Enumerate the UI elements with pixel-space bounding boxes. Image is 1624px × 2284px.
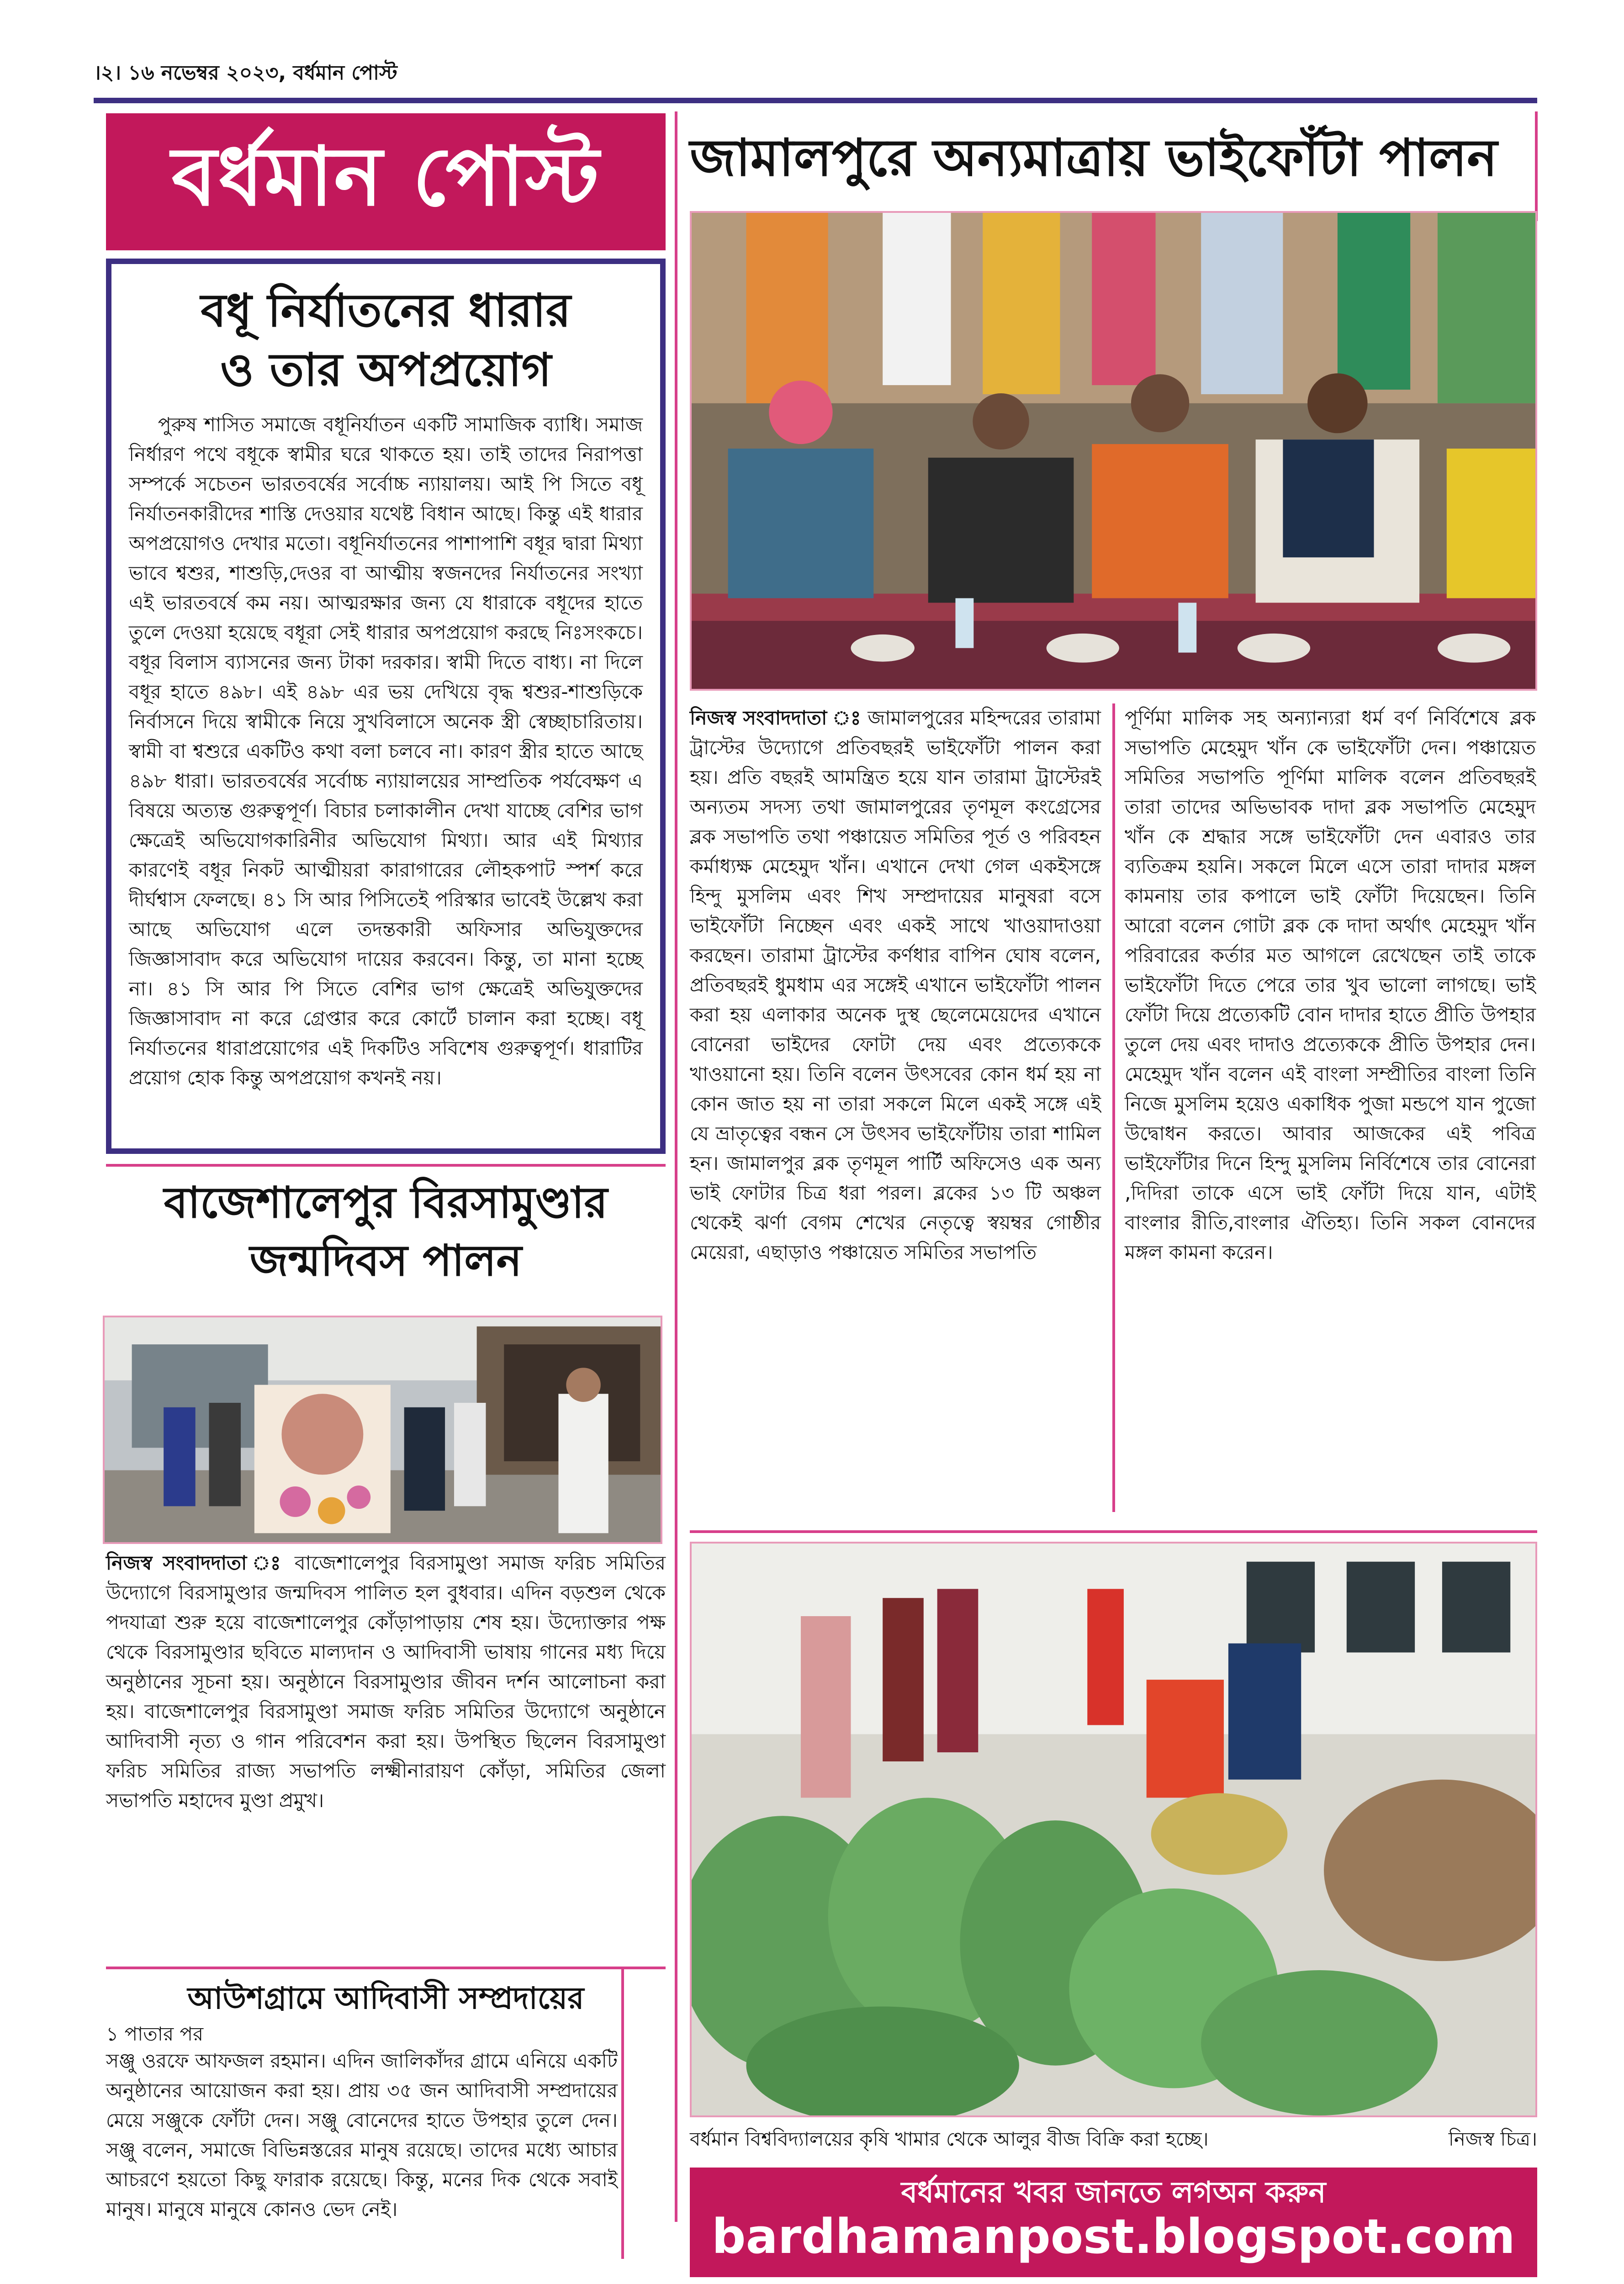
top-rule bbox=[94, 98, 1537, 103]
aushgram-body: সঞ্জু ওরফে আফজল রহমান। এদিন জালিকাঁদর গ্রামে এনিয়ে একটি অনুষ্ঠানের আয়োজন করা হয়। প্রায় ৩৫ জন আদিবাসী সম্প্রদায়ের মেয়ে সঞ্জুকে ফোঁটা দেন। সঞ্জু বোনেদের হাতে উপহার তুলে দেন। সঞ্জু বলেন, সমাজে বিভিন্নস্তরের মানুষ রয়েছে। তাদের মধ্যে আচার আচরণে হয়তো কিছু ফারাক রয়েছে। কিন্তু, মনের দিক থেকে সবাই মানুষ। মানুষে মানুষে কোনও ভেদ নেই। bbox=[106, 2050, 618, 2221]
section-divider bbox=[690, 1530, 1537, 1533]
aushgram-headline: আউশগ্রামে আদিবাসী সম্প্রদায়ের bbox=[187, 1980, 584, 2016]
editorial-title-line: ও তার অপপ্রয়োগ bbox=[220, 343, 552, 397]
potato-caption-credit: নিজস্ব চিত্র। bbox=[1448, 2128, 1537, 2150]
birsa-procession-photo bbox=[103, 1316, 662, 1544]
jamalpur-headline: জামালপুরে অন্যমাত্রায় ভাইফোঁটা পালন bbox=[690, 128, 1497, 188]
birsa-headline bbox=[106, 1174, 666, 1290]
column-divider bbox=[1112, 703, 1115, 1512]
jamalpur-col1 bbox=[690, 703, 1101, 1268]
potato-seed-image bbox=[692, 1544, 1535, 2115]
masthead-title: বর্ধমান পোস্ট bbox=[171, 128, 600, 224]
jamalpur-body-col2: পূর্ণিমা মালিক সহ অন্যান্যরা ধর্ম বর্ণ নির্বিশেষে ব্লক সভাপতি মেহেমুদ খাঁন কে ভাইফোঁটা দেন। পঞ্চায়েত সমিতির সভাপতি পূর্ণিমা মালিক বলেন প্রতিবছরই তারা তাদের অভিভাবক দাদা ব্লক সভাপতি মেহেমুদ খাঁন কে শ্রদ্ধার সঙ্গে ভাইফোঁটা দেন এবারও তার ব্যতিক্রম হয়নি। সকলে মিলে এসে তারা দাদার মঙ্গল কামনায় তার কপালে ভাই ফোঁটা দিয়েছেন। তিনি আরো বলেন গোটা ব্লক কে দাদা অর্থাৎ মেহেমুদ খাঁন পরিবারের কর্তার মত আগলে রেখেছেন তাই তাকে ভাইফোঁটা দিতে পেরে তার খুব ভালো লাগছে। ভাই ফোঁটা দিয়ে প্রত্যেকটি বোন দাদার হাতে প্রীতি উপহার তুলে দেয় এবং দাদাও প্রত্যেককে প্রীতি উপহার দেন। মেহেমুদ খাঁন বলেন এই বাংলা সম্প্রীতির বাংলা তিনি নিজে মুসলিম হয়েও একাধিক পুজা মন্ডপে যান পুজো উদ্বোধন করতে। আবার আজকের এই পবিত্র ভাইফোঁটার দিনে হিন্দু মুসলিম নির্বিশেষে তার বোনেরা ,দিদিরা তাকে এসে ভাই ফোঁটা দিয়ে যান, এটাই বাংলার রীতি,বাংলার ঐতিহ্য। তিনি সকল বোনদের মঙ্গল কামনা করেন। bbox=[1125, 707, 1536, 1264]
potato-caption-text: বর্ধমান বিশ্ববিদ্যালয়ের কৃষি খামার থেকে আলুর বীজ বিক্রি করা হচ্ছে। bbox=[690, 2128, 1209, 2150]
editorial-title bbox=[129, 280, 643, 399]
banner-tagline: বর্ধমানের খবর জানতে লগঅন করুন bbox=[901, 2176, 1326, 2210]
birsa-procession-image bbox=[105, 1317, 661, 1542]
birsa-story bbox=[106, 1549, 666, 1816]
page-folio: ।২। ১৬ নভেম্বর ২০২৩, বর্ধমান পোস্ট bbox=[94, 61, 397, 85]
birsa-headline-line: জন্মদিবস পালন bbox=[249, 1235, 522, 1286]
section-divider bbox=[106, 1967, 666, 1969]
birsa-body: বাজেশালেপুর বিরসামুণ্ডা সমাজ ফরিচ সমিতির উদ্যোগে বিরসামুণ্ডার জন্মদিবস পালিত হল বুধবার। এদিন বড়শুল থেকে পদযাত্রা শুরু হয়ে বাজেশালেপুর কোঁড়াপাড়ায় শেষ হয়। উদ্যোক্তার পক্ষ থেকে বিরসামুণ্ডার ছবিতে মাল্যদান ও আদিবাসী ভাষায় গানের মধ্য দিয়ে অনুষ্ঠানের সূচনা হয়। অনুষ্ঠানে বিরসামুণ্ডার জীবন দর্শন আলোচনা করা হয়। বাজেশালেপুর বিরসামুণ্ডা সমাজ ফরিচ সমিতির উদ্যোগে অনুষ্ঠানে আদিবাসী নৃত্য ও গান পরিবেশন করা হয়। উপস্থিত ছিলেন বিরসামুণ্ডা ফরিচ সমিতির রাজ্য সভাপতি লক্ষ্মীনারায়ণ কোঁড়া, সমিতির জেলা সভাপতি মহাদেব মুণ্ডা প্রমুখ। bbox=[106, 1552, 666, 1813]
editorial-title-line: বধূ নির্যাতনের ধারার bbox=[201, 283, 571, 337]
jamalpur-body-col1: জামালপুরের মহিন্দরের তারামা ট্রাস্টের উদ্যোগে প্রতিবছরই ভাইফোঁটা পালন করা হয়। প্রতি বছরই আমন্ত্রিত হয়ে যান তারামা ট্রাস্টেরই অন্যতম সদস্য তথা জামালপুরের তৃণমূল কংগ্রেসের ব্লক সভাপতি তথা পঞ্চায়েত সমিতির পূর্ত ও পরিবহন কর্মাধ্যক্ষ মেহেমুদ খাঁন। এখানে দেখা গেল একইসঙ্গে হিন্দু মুসলিম এবং শিখ সম্প্রদায়ের মানুষরা বসে ভাইফোঁটা নিচ্ছেন এবং একই সাথে খাওয়াদাওয়া করছেন। তারামা ট্রাস্টের কর্ণধার বাপিন ঘোষ বলেন, প্রতিবছরই ধুমধাম এর সঙ্গেই এখানে ভাইফোঁটা পালন করা হয় এলাকার অনেক দুস্থ ছেলেমেয়েদের এখানে বোনেরা ভাইদের ফোটা দেয় এবং প্রত্যেককে খাওয়ানো হয়। তিনি বলেন উৎসবের কোন ধর্ম হয় না কোন জাত হয় না তারা সকলে মিলে একই সঙ্গে এই যে ভ্রাতৃত্বের বন্ধন সে উৎসব ভাইফোঁটায় তারা শামিল হন। জামালপুর ব্লক তৃণমূল পার্টি অফিসেও এক অন্য ভাই ফোটার চিত্র ধরা পরল। ব্লকের ১৩ টি অঞ্চল থেকেই ঝর্ণা বেগম শেখের নেতৃত্বে স্বয়ম্বর গোষ্ঠীর মেয়েরা, এছাড়াও পঞ্চায়েত সমিতির সভাপতি bbox=[690, 707, 1101, 1264]
birsa-headline-line: বাজেশালেপুর বিরসামুণ্ডার bbox=[164, 1178, 608, 1228]
editorial-body: পুরুষ শাসিত সমাজে বধূনির্যাতন একটি সামাজিক ব্যাধি। সমাজ নির্ধারণ পথে বধূকে স্বামীর ঘরে থাকতে হয়। তাই তাদের নিরাপত্তা সম্পর্কে সচেতন ভারতবর্ষের সর্বোচ্চ ন্যায়ালয়। আই পি সিতে বধূ নির্যাতনকারীদের শাস্তি দেওয়ার যথেষ্ট বিধান আছে। কিন্তু এই ধারার অপপ্রয়োগও দেখার মতো। বধূনির্যাতনের পাশাপাশি বধূর দ্বারা মিথ্যা ভাবে শ্বশুর, শাশুড়ি,দেওর বা আত্মীয় স্বজনদের নির্যাতনের সংখ্যা এই ভারতবর্ষে কম নয়। আত্মরক্ষার জন্য যে ধারাকে বধূদের হাতে তুলে দেওয়া হয়েছে বধূরা সেই ধারার অপপ্রয়োগ করছে নিঃসংকচে। বধূর বিলাস ব্যাসনের জন্য টাকা দরকার। স্বামী দিতে বাধ্য। না দিলে বধূর হাতে ৪৯৮। এই ৪৯৮ এর ভয় দেখিয়ে বৃদ্ধ শ্বশুর-শাশুড়িকে নির্বাসনে দিয়ে স্বামীকে নিয়ে সুখবিলাসে অনেক স্ত্রী স্বেচ্ছাচারিতায়। স্বামী বা শ্বশুরে একটিও কথা বলা চলবে না। কারণ স্ত্রীর হাতে আছে ৪৯৮ ধারা। ভারতবর্ষের সর্বোচ্চ ন্যায়ালয়ের সাম্প্রতিক পর্যবেক্ষণ এ বিষয়ে অত্যন্ত গুরুত্বপূর্ণ। বিচার চলাকালীন দেখা যাচ্ছে বেশির ভাগ ক্ষেত্রেই অভিযোগকারিনীর অভিযোগ মিথ্যা। আর এই মিথ্যার কারণেই বধূর নিকট আত্মীয়রা কারাগারের লৌহকপাট স্পর্শ করে দীর্ঘশ্বাস ফেলছে। ৪১ সি আর পিসিতেই পরিস্কার ভাবেই উল্লেখ করা আছে অভিযোগ এলে তদন্তকারী অফিসার অভিযুক্তদের জিজ্ঞাসাবাদ করে অভিযোগ দায়ের করবেন। কিন্তু, তা মানা হচ্ছে না। ৪১ সি আর পি সিতে বেশির ভাগ ক্ষেত্রেই অভিযুক্তদের জিজ্ঞাসাবাদ না করে গ্রেপ্তার করে কোর্টে চালান করা হচ্ছে। বধূ নির্যাতনের ধারাপ্রয়োগের এই দিকটিও সবিশেষ গুরুত্বপূর্ণ। ধারাটির প্রয়োগ হোক কিন্তু অপপ্রয়োগ কখনই নয়। bbox=[129, 414, 643, 1090]
potato-caption bbox=[690, 2124, 1537, 2157]
bhaiphonta-image bbox=[692, 213, 1535, 689]
potato-seed-photo bbox=[690, 1542, 1537, 2117]
banner-url[interactable]: bardhamanpost.blogspot.com bbox=[712, 2209, 1515, 2265]
blog-promo-banner bbox=[690, 2168, 1537, 2277]
aushgram-continued: ১ পাতার পর bbox=[106, 2023, 204, 2045]
jamalpur-byline: নিজস্ব সংবাদদাতা ঃ bbox=[690, 707, 862, 730]
birsa-byline: নিজস্ব সংবাদদাতা ঃ bbox=[106, 1552, 285, 1575]
editorial-box bbox=[106, 259, 666, 1154]
masthead bbox=[106, 113, 666, 250]
bhaiphonta-photo bbox=[690, 211, 1537, 691]
section-divider bbox=[106, 1164, 666, 1167]
column-divider bbox=[675, 111, 677, 2222]
